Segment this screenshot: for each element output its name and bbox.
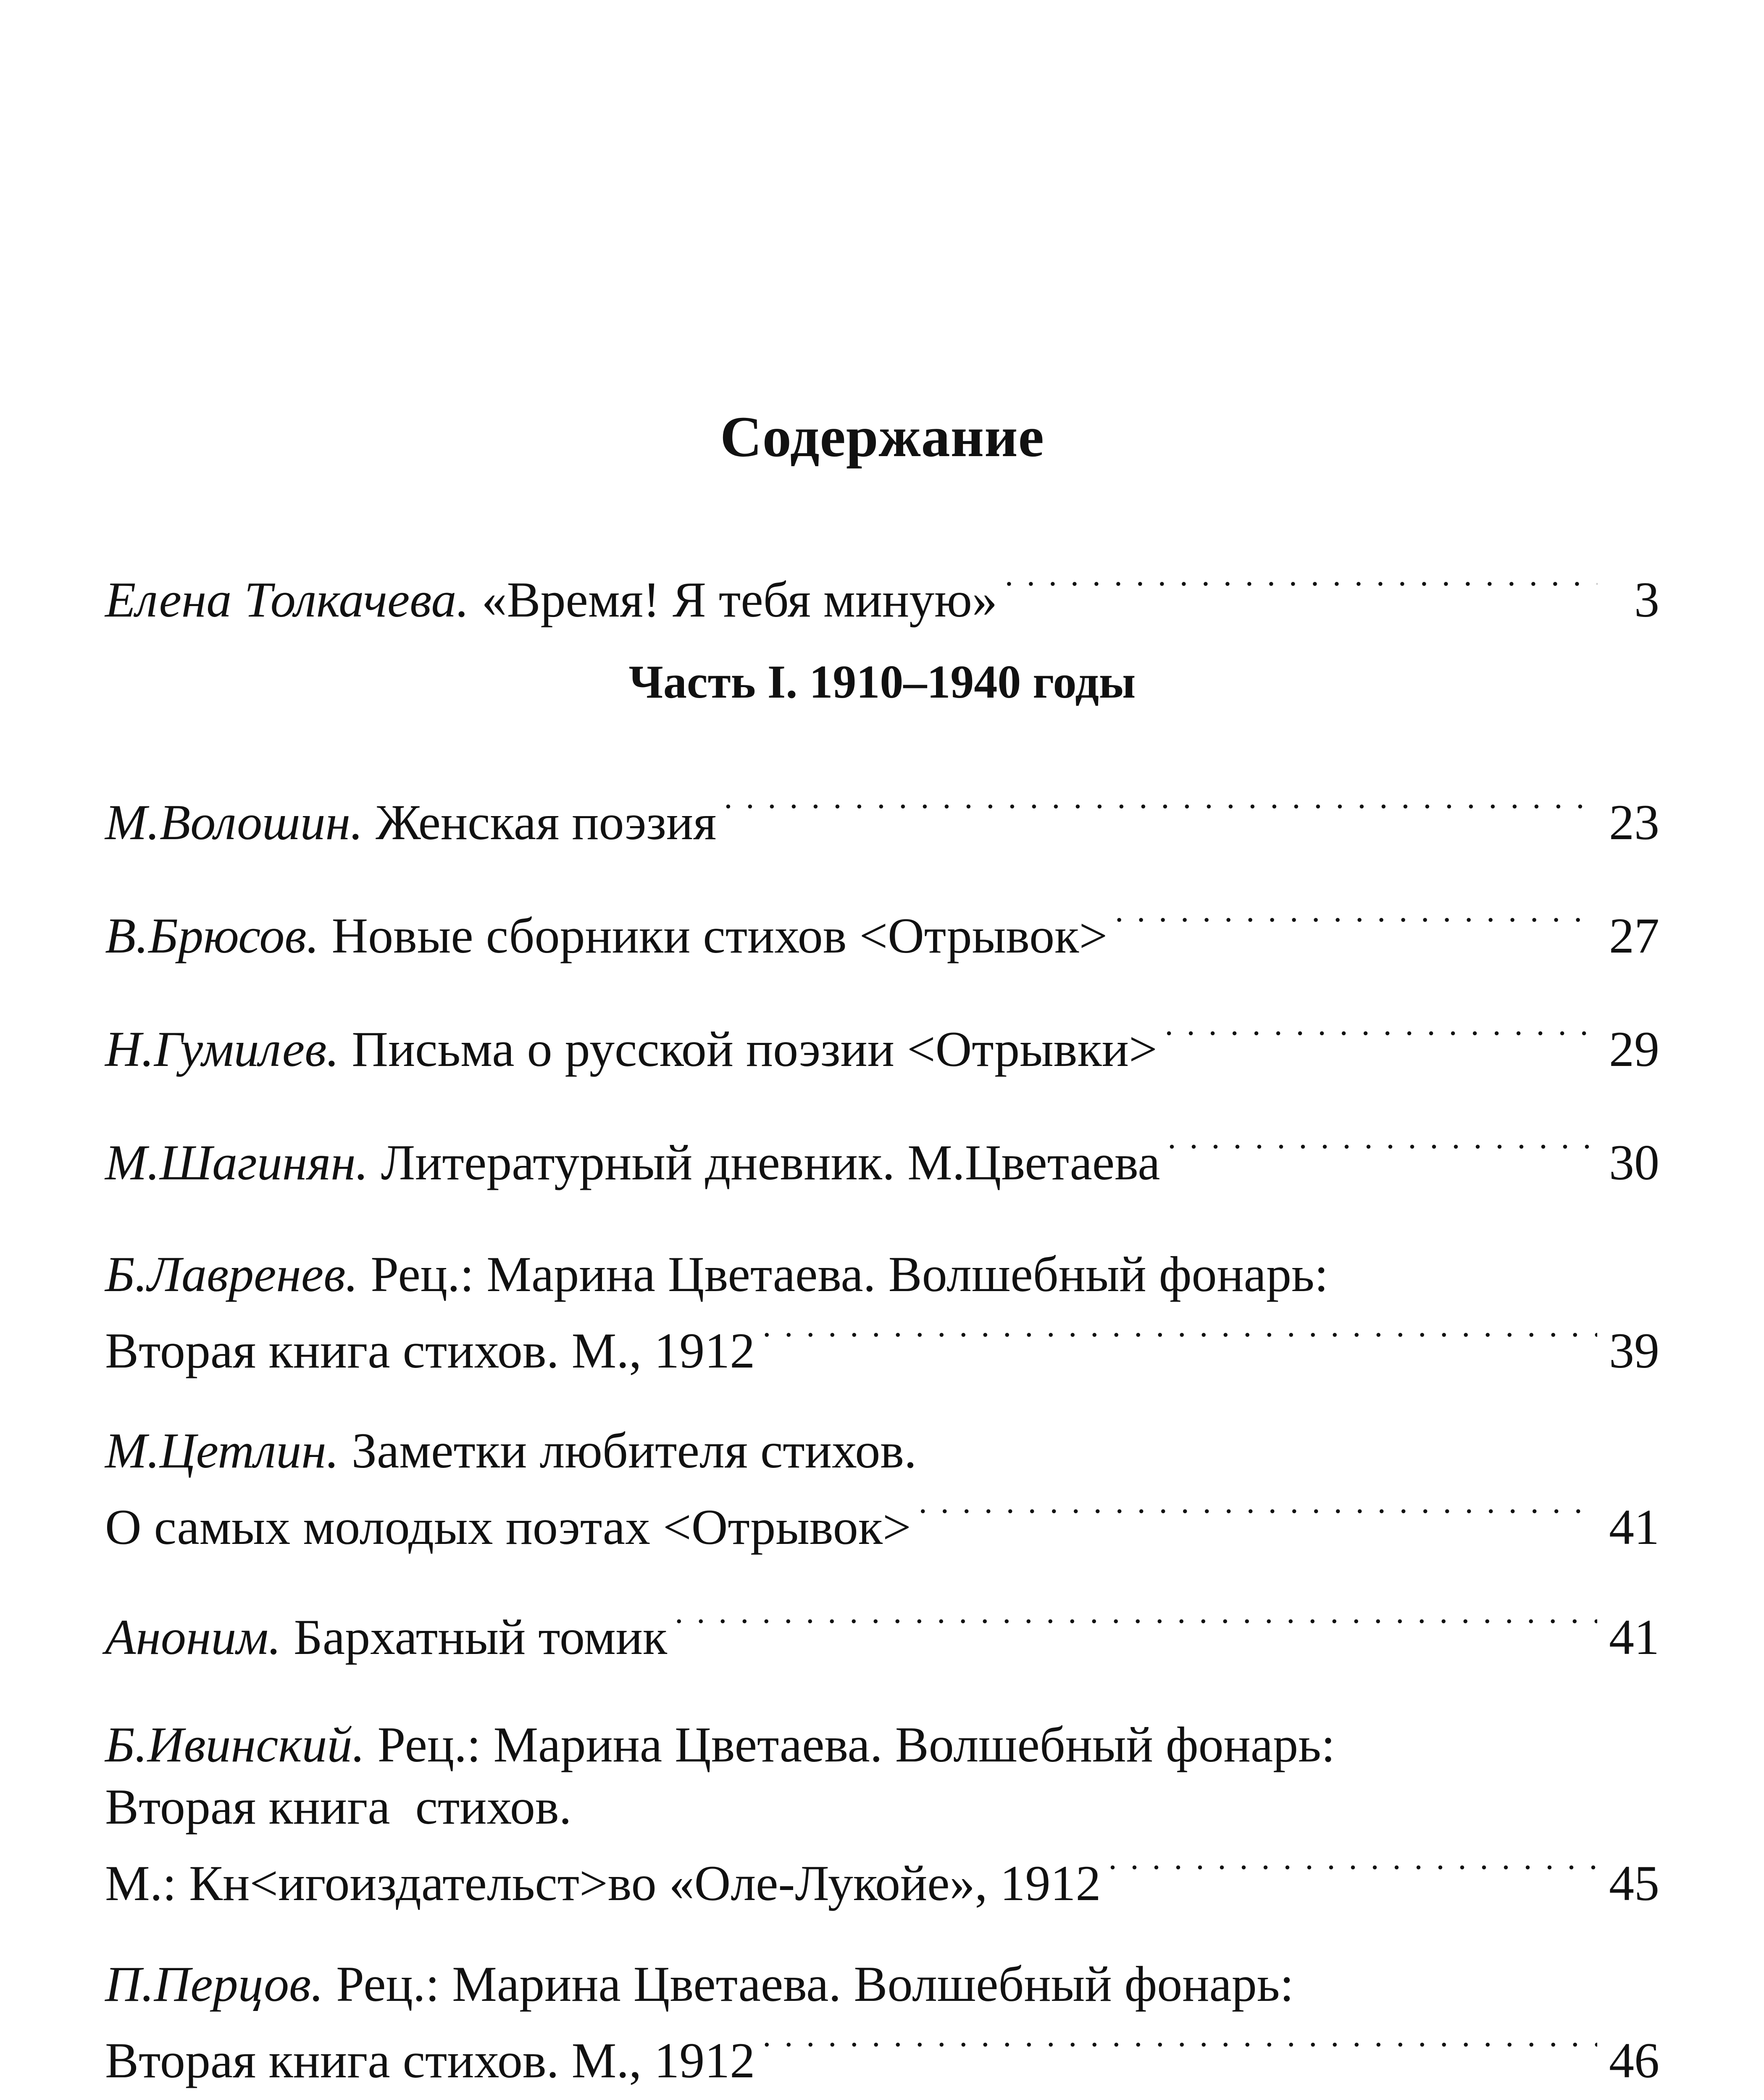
entry-title-continued: Вторая книга стихов. М., 1912 <box>105 1323 755 1378</box>
dot-leader <box>724 777 1597 839</box>
entry-page-number: 41 <box>1609 1609 1659 1665</box>
entry-title: Письма о русской поэзии <Отрывки> <box>352 1021 1157 1077</box>
toc-line <box>105 2015 1659 2088</box>
entry-author: М.Цетлин. <box>105 1423 339 1478</box>
toc-entry <box>105 777 1659 850</box>
dot-leader <box>1005 554 1597 617</box>
entry-title: Рец.: Марина Цветаева. Волшебный фонарь: <box>371 1246 1329 1302</box>
entry-author: Н.Гумилев. <box>105 1021 339 1077</box>
toc-line <box>105 1482 1659 1555</box>
dot-leader <box>675 1592 1597 1654</box>
entry-title: Рец.: Марина Цветаева. Волшебный фонарь: <box>336 1956 1294 2012</box>
dot-leader <box>1165 1004 1597 1066</box>
toc-line <box>105 554 1659 627</box>
toc-entry <box>105 1004 1659 1077</box>
entry-title: Женская поэзия <box>376 794 717 850</box>
toc-entry <box>105 1117 1659 1190</box>
entry-author: Аноним. <box>105 1609 281 1665</box>
toc-line <box>105 1004 1659 1077</box>
toc-line <box>105 1953 1659 2015</box>
toc-line <box>105 1592 1659 1665</box>
entry-title-continued: О самых молодых поэтах <Отрывок> <box>105 1499 911 1555</box>
toc-entry-intro <box>105 554 1659 627</box>
entry-title-continued: Вторая книга стихов. М., 1912 <box>105 2032 755 2088</box>
entry-author: Елена Толкачева. <box>105 572 469 627</box>
entry-author: М.Шагинян. <box>105 1134 368 1190</box>
entry-title-continued: Вторая книга стихов. <box>105 1779 572 1835</box>
part-heading: Часть I. 1910–1940 годы <box>628 656 1136 708</box>
dot-leader <box>762 2015 1597 2077</box>
entry-title: Литературный дневник. М.Цветаева <box>381 1134 1160 1190</box>
entry-page-number: 46 <box>1609 2032 1659 2088</box>
entry-title: Бархатный томик <box>293 1609 668 1665</box>
entry-page-number: 29 <box>1609 1021 1659 1077</box>
toc-line <box>105 1117 1659 1190</box>
entry-title-continued: М.: Кн<игоиздательст>во «Оле-Лукойе», 1912 <box>105 1855 1101 1911</box>
entry-page-number: 23 <box>1609 794 1659 850</box>
entry-page-number: 27 <box>1609 908 1659 963</box>
entry-author: П.Перцов. <box>105 1956 324 2012</box>
entry-page-number: 30 <box>1609 1134 1659 1190</box>
entry-title: Новые сборники стихов <Отрывок> <box>331 908 1108 963</box>
toc-entry <box>105 1953 1659 2088</box>
toc-line <box>105 1243 1659 1305</box>
dot-leader <box>1115 890 1597 953</box>
toc-line <box>105 1714 1659 1776</box>
contents-title: Содержание <box>720 404 1044 469</box>
entry-title: «Время! Я тебя миную» <box>481 572 997 627</box>
entry-author: Б.Ивинский. <box>105 1717 365 1772</box>
toc-entry <box>105 1714 1659 1911</box>
toc-line <box>105 1776 1659 1838</box>
dot-leader <box>919 1482 1597 1544</box>
entry-title: Рец.: Марина Цветаева. Волшебный фонарь: <box>377 1717 1335 1772</box>
book-page <box>105 0 1659 2100</box>
dot-leader <box>1167 1117 1597 1179</box>
toc-entry <box>105 1420 1659 1555</box>
dot-leader <box>1108 1838 1597 1900</box>
toc-line <box>105 1305 1659 1378</box>
entry-page-number: 39 <box>1609 1323 1659 1378</box>
toc-entry <box>105 1243 1659 1378</box>
entry-page-number: 45 <box>1609 1855 1659 1911</box>
toc-line <box>105 777 1659 850</box>
entry-author: В.Брюсов. <box>105 908 319 963</box>
toc-line <box>105 1420 1659 1482</box>
toc-entry <box>105 1592 1659 1665</box>
entry-page-number: 3 <box>1634 572 1659 627</box>
toc-line <box>105 1838 1659 1911</box>
entry-page-number: 41 <box>1609 1499 1659 1555</box>
entry-author: М.Волошин. <box>105 794 363 850</box>
toc-line <box>105 890 1659 963</box>
entry-title: Заметки любителя стихов. <box>351 1423 917 1478</box>
toc-entry <box>105 890 1659 963</box>
entry-author: Б.Лавренев. <box>105 1246 358 1302</box>
dot-leader <box>762 1305 1597 1368</box>
